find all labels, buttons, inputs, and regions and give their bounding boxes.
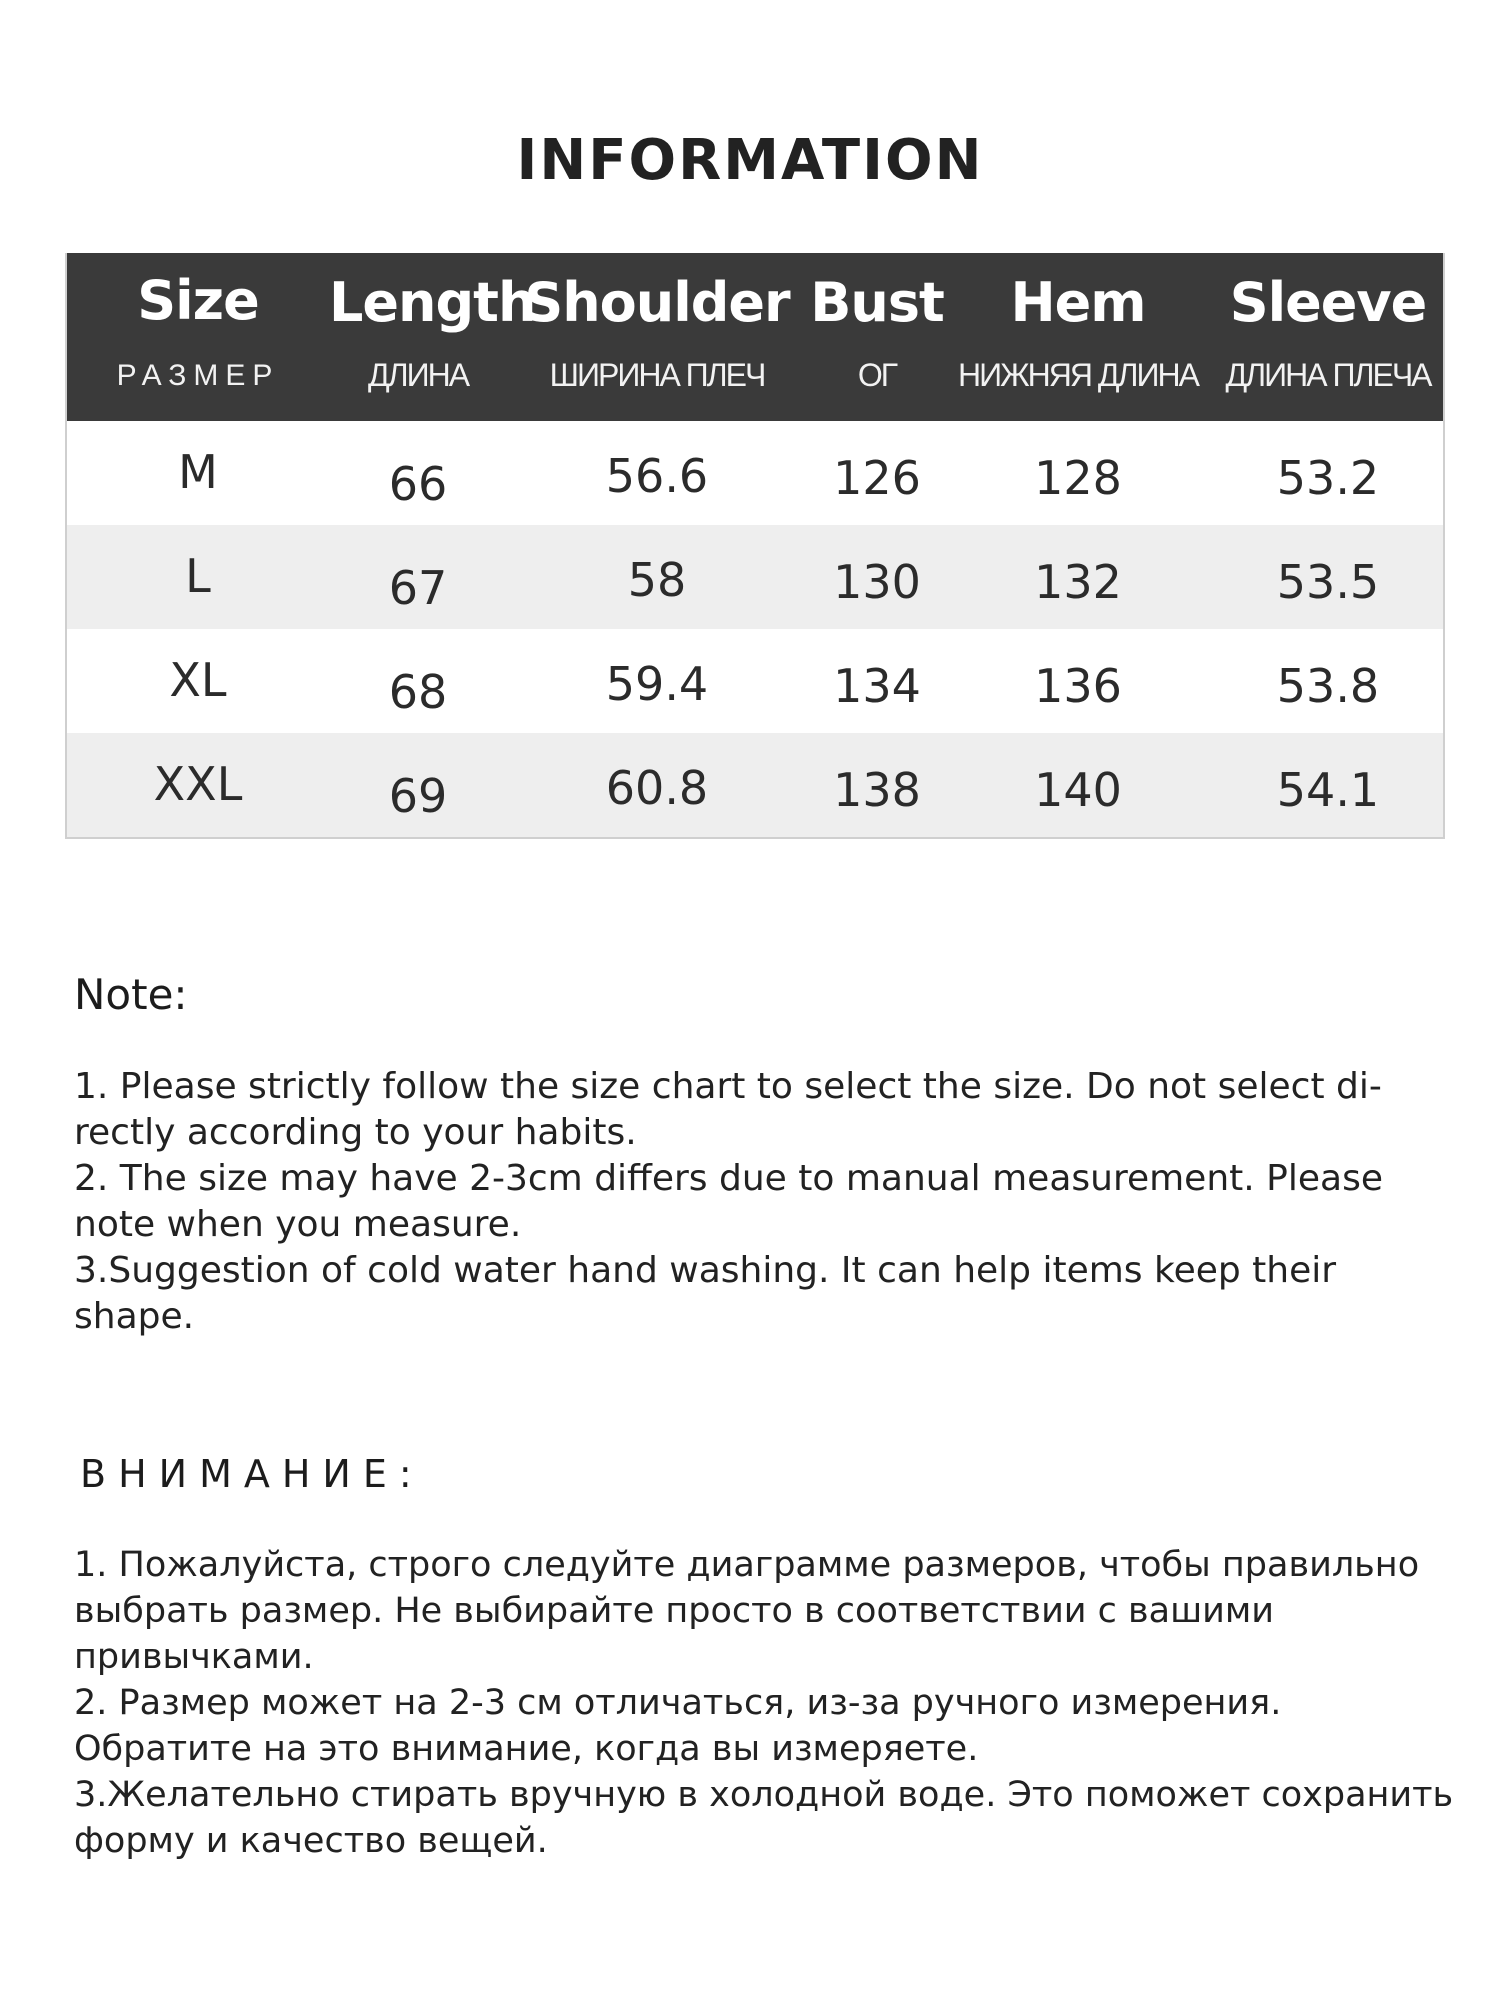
cell-length-value: 69 xyxy=(388,769,448,823)
header-length-en: Length xyxy=(329,271,536,334)
ru-note-body xyxy=(74,1542,1454,1864)
header-sleeve-en: Sleeve xyxy=(1229,271,1427,334)
cell-sleeve-value: 54.1 xyxy=(1276,763,1380,817)
cell-length xyxy=(329,733,507,837)
header-hem-ru: НИЖНЯЯ ДЛИНА xyxy=(958,357,1198,393)
cell-size-value: L xyxy=(185,549,211,603)
note-heading: Note: xyxy=(74,970,188,1019)
cell-sleeve xyxy=(1209,421,1447,525)
size-chart-table xyxy=(65,253,1445,839)
cell-hem-value: 128 xyxy=(1034,451,1122,505)
cell-sleeve-value: 53.2 xyxy=(1276,451,1380,505)
cell-length xyxy=(329,421,507,525)
cell-length-value: 68 xyxy=(388,665,448,719)
cell-length-value: 66 xyxy=(388,457,448,511)
cell-size xyxy=(67,629,329,733)
cell-bust-value: 138 xyxy=(833,763,921,817)
cell-shoulder xyxy=(507,733,807,837)
header-size-en: Size xyxy=(137,269,259,332)
cell-shoulder-value: 59.4 xyxy=(605,657,709,711)
cell-bust-value: 130 xyxy=(833,555,921,609)
cell-length xyxy=(329,525,507,629)
cell-hem-value: 132 xyxy=(1034,555,1122,609)
cell-size-value: XL xyxy=(169,653,227,707)
note-line-1: 1. Please strictly follow the size chart to select the size. Do not select di-rectly according to your habits. xyxy=(74,1066,1382,1153)
cell-bust-value: 134 xyxy=(833,659,921,713)
cell-bust xyxy=(807,525,947,629)
cell-bust-value: 126 xyxy=(833,451,921,505)
cell-hem xyxy=(947,733,1209,837)
cell-sleeve-value: 53.5 xyxy=(1276,555,1380,609)
cell-hem xyxy=(947,629,1209,733)
cell-hem-value: 140 xyxy=(1034,763,1122,817)
cell-size xyxy=(67,525,329,629)
cell-bust xyxy=(807,421,947,525)
header-length-ru: ДЛИНА xyxy=(367,357,469,393)
cell-shoulder-value: 60.8 xyxy=(605,761,709,815)
cell-bust xyxy=(807,733,947,837)
ru-note-line-1: 1. Пожалуйста, строго следуйте диаграмме размеров, чтобы правильно выбрать размер. Не выбирайте просто в соответствии с вашими привычками. xyxy=(74,1545,1420,1677)
ru-note-line-3: 3.Желательно стирать вручную в холодной воде. Это поможет сохранить форму и качество вещей. xyxy=(74,1775,1454,1861)
cell-sleeve xyxy=(1209,733,1447,837)
table-row xyxy=(67,629,1443,733)
header-shoulder-en: Shoulder xyxy=(524,271,790,334)
note-body xyxy=(74,1064,1434,1340)
header-size xyxy=(67,253,329,421)
header-shoulder xyxy=(507,253,807,421)
header-size-ru: РАЗМЕР xyxy=(116,359,280,392)
cell-sleeve xyxy=(1209,629,1447,733)
cell-length-value: 67 xyxy=(388,561,448,615)
cell-bust xyxy=(807,629,947,733)
ru-note-heading: ВНИМАНИЕ: xyxy=(80,1452,424,1496)
header-sleeve-ru: ДЛИНА ПЛЕЧА xyxy=(1225,357,1431,393)
header-bust xyxy=(807,253,947,421)
cell-length xyxy=(329,629,507,733)
cell-shoulder-value: 56.6 xyxy=(605,449,709,503)
table-row xyxy=(67,525,1443,629)
cell-size-value: XXL xyxy=(153,757,243,811)
note-line-3: 3.Suggestion of cold water hand washing. It can help items keep their shape. xyxy=(74,1250,1337,1337)
cell-size-value: M xyxy=(178,445,218,499)
ru-note-line-2: 2. Размер может на 2-3 см отличаться, из-за ручного измерения. Обратите на это внимание, когда вы измеряете. xyxy=(74,1683,1282,1769)
cell-shoulder xyxy=(507,525,807,629)
cell-hem xyxy=(947,421,1209,525)
table-header xyxy=(67,253,1443,421)
cell-hem xyxy=(947,525,1209,629)
cell-shoulder-value: 58 xyxy=(627,553,687,607)
cell-size xyxy=(67,421,329,525)
table-row xyxy=(67,733,1443,837)
header-sleeve xyxy=(1209,253,1447,421)
header-length xyxy=(329,253,536,421)
cell-hem-value: 136 xyxy=(1034,659,1122,713)
note-line-2: 2. The size may have 2-3cm differs due to manual measurement. Please note when you measure. xyxy=(74,1158,1383,1245)
table-row xyxy=(67,421,1443,525)
cell-sleeve-value: 53.8 xyxy=(1276,659,1380,713)
page-title: INFORMATION xyxy=(516,128,984,193)
cell-shoulder xyxy=(507,421,807,525)
cell-shoulder xyxy=(507,629,807,733)
header-hem xyxy=(947,253,1209,421)
cell-sleeve xyxy=(1209,525,1447,629)
header-hem-en: Hem xyxy=(1010,271,1146,334)
header-shoulder-ru: ШИРИНА ПЛЕЧ xyxy=(549,357,765,393)
cell-size xyxy=(67,733,329,837)
header-bust-ru: ОГ xyxy=(857,357,897,393)
header-bust-en: Bust xyxy=(810,271,944,334)
